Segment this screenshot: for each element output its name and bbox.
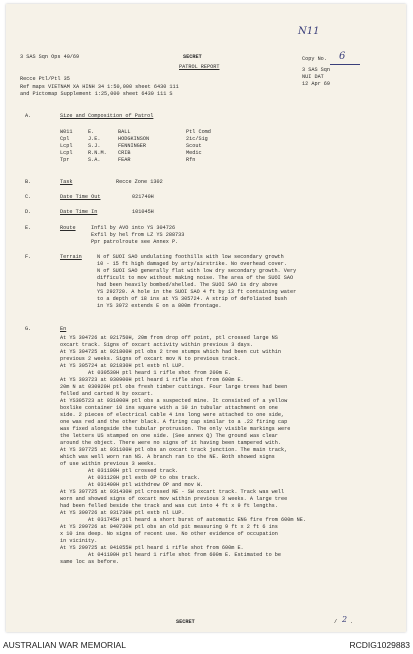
- handwritten-copy-number: 6: [339, 51, 346, 62]
- narrative-line: At YS 304725 at 021800H ptl obs 2 tree stumps which had been cut within: [60, 349, 282, 355]
- archive-record-id: RCDIG1029883: [349, 640, 410, 650]
- patrol-reference: Recce Ptl/Ptl 35: [20, 76, 70, 82]
- narrative-line: one was red and the other black. A firing cap similar to a .22 firing cap: [60, 419, 288, 425]
- report-date: 12 Apr 69: [302, 81, 331, 87]
- roster-name: BALL: [118, 129, 131, 135]
- narrative-line: At YS 300726 at 031730H ptl estb nl LUP.: [60, 510, 185, 516]
- archive-name: AUSTRALIAN WAR MEMORIAL: [3, 640, 126, 650]
- task-heading: Task: [60, 179, 73, 185]
- origin-unit: 3 SAS Sqn: [302, 67, 331, 73]
- terrain-line: difficult to mov without making noise. The area of the SUOI SAO: [97, 275, 294, 281]
- roster-initials: E.: [88, 129, 95, 135]
- narrative-line: had been felled beside the track and was cut into 4 ft x 9 ft lengths.: [60, 503, 278, 509]
- classification-bottom: SECRET: [176, 619, 195, 625]
- handwritten-page-number: 2: [342, 615, 348, 624]
- roster-rank: Cpl: [60, 136, 70, 142]
- narrative-line: worn and showed signs of oxcart mov within previous 3 weeks. A large tree: [60, 496, 288, 502]
- roster-name: CRIB: [118, 150, 131, 156]
- roster-role: Medic: [186, 150, 202, 156]
- roster-initials: J.E.: [88, 136, 101, 142]
- handwritten-n11: N11: [298, 26, 320, 37]
- route-annex: Ppr patrolroute see Annex P.: [91, 239, 179, 245]
- roster-name: HODGKINSON: [118, 136, 150, 142]
- archive-footer: [0, 636, 413, 654]
- continuation-suffix: .: [350, 619, 354, 625]
- section-g-label: G.: [25, 326, 32, 332]
- roster-initials: S.J.: [88, 143, 101, 149]
- narrative-line: was fixed alongside the tubular protrusion. The only visible markings were: [60, 426, 291, 432]
- roster-number: W011: [60, 129, 73, 135]
- document-page: [6, 4, 406, 632]
- route-infil: Infil by AVO into YS 304726: [91, 225, 176, 231]
- narrative-line: At YS305723 at 031000H ptl obs a suspected mine. It consisted of a yellow: [60, 398, 288, 404]
- section-d-label: D.: [25, 209, 32, 215]
- roster-role: 2ic/Sig: [186, 136, 208, 142]
- date-time-out-heading: Date Time Out: [60, 194, 101, 200]
- roster-name: FENNINGER: [118, 143, 147, 149]
- task-value: Recce Zone 1302: [116, 179, 163, 185]
- narrative-line: At 031100H ptl crossed track.: [60, 468, 179, 474]
- narrative-line: which was well worn ran NS. A branch ran to the NE. Both showed signs: [60, 454, 275, 460]
- section-b-label: B.: [25, 179, 32, 185]
- narrative-line: side. 2 pieces of electrical cable 4 ins long were attached to one side,: [60, 412, 285, 418]
- continuation-prefix: /: [334, 619, 338, 625]
- narrative-line: oxcart track. Signs of oxcart activity within previous 3 days.: [60, 342, 254, 348]
- narrative-line: 20m N at 030920H ptl obs fresh timber cuttings. Four large trees had been: [60, 384, 288, 390]
- roster-role: Scout: [186, 143, 202, 149]
- narrative-line: previous 2 weeks. Signs of oxcart mov N to previous track.: [60, 356, 241, 362]
- narrative-line: around the object. There were no signs of it having been tampered with.: [60, 440, 282, 446]
- route-exfil: Exfil by hel from LZ YS 288733: [91, 232, 185, 238]
- narrative-line: same loc as before.: [60, 559, 120, 565]
- narrative-line: At YS 304726 at 021750H, 20m from drop off point, ptl crossed large NS: [60, 335, 278, 341]
- narrative-line: At 031745H ptl heard a short burst of automatic ENG fire from 600m NE.: [60, 517, 306, 523]
- section-a-heading: Size and Composition of Patrol: [60, 113, 154, 119]
- terrain-line: N of SUOI SAO undulating foothills with low secondary growth: [97, 254, 284, 260]
- terrain-line: N of SUOI SAO generally flat with low dry secondary growth. Very: [97, 268, 297, 274]
- enemy-heading: En: [60, 326, 67, 332]
- roster-rank: Lcpl: [60, 143, 73, 149]
- roster-role: Rfn: [186, 157, 196, 163]
- narrative-line: At YS 299726 at 040730H ptl obs an old pit measuring 9 ft x 2 ft 6 ins: [60, 524, 278, 530]
- date-time-in-value: 101045H: [132, 209, 154, 215]
- narrative-line: At YS 307725 at 031100H ptl obs an oxcart track junction. The main track,: [60, 447, 288, 453]
- roster-initials: R.N.M.: [88, 150, 107, 156]
- origin-location: NUI DAT: [302, 74, 324, 80]
- narrative-line: At YS 303723 at 030900H ptl heard 1 rifle shot from 600m E.: [60, 377, 244, 383]
- terrain-heading: Terrain: [60, 254, 82, 260]
- terrain-line: to a depth of 18 ins at YS 305724. A strip of defoliated bush: [97, 296, 287, 302]
- narrative-line: boxlike container 10 ins square with a 10 in tubular attachment on one: [60, 405, 278, 411]
- narrative-line: At 030530H ptl heard 1 rifle shot from 200m E.: [60, 370, 232, 376]
- narrative-line: At YS 305724 at 021830H ptl estb nl LUP.: [60, 363, 185, 369]
- date-time-in-heading: Date Time In: [60, 209, 98, 215]
- roster-rank: Tpr: [60, 157, 70, 163]
- terrain-line: had been heavily bombed/shelled. The SUOI SAO is dry above: [97, 282, 278, 288]
- narrative-line: of use within previous 3 weeks.: [60, 461, 157, 467]
- roster-role: Ptl Comd: [186, 129, 211, 135]
- terrain-line: YS 292720. A hole in the SUOI SAO 4 ft by 13 ft containing water: [97, 289, 297, 295]
- roster-rank: Lcpl: [60, 150, 73, 156]
- narrative-line: At 031400H ptl withdrew OP and mov W.: [60, 482, 204, 488]
- route-heading: Route: [60, 225, 76, 231]
- section-a-label: A.: [25, 113, 32, 119]
- pictomap-reference: and Pictomap Supplement 1:25,000 sheet 6430 111 S: [20, 91, 173, 97]
- copy-number-label: Copy No.: [302, 56, 327, 62]
- section-e-label: E.: [25, 225, 32, 231]
- narrative-line: the letters US stamped on one side. (See annex Q) The ground was clear: [60, 433, 278, 439]
- narrative-line: in vicinity.: [60, 538, 98, 544]
- classification-top: SECRET: [183, 54, 202, 60]
- roster-name: FEAR: [118, 157, 131, 163]
- roster-initials: S.A.: [88, 157, 101, 163]
- terrain-line: 10 - 15 ft high damaged by arty/airstrike. No overhead cover.: [97, 261, 287, 267]
- narrative-line: At YS 307725 at 031430H ptl crossed NE - SW oxcart track. Track was well: [60, 489, 285, 495]
- narrative-line: felled and carted N by oxcart.: [60, 391, 154, 397]
- terrain-line: in YS 3072 extends E on a 800m frontage.: [97, 303, 222, 309]
- report-title: PATROL REPORT: [179, 64, 220, 70]
- unit-reference: 3 SAS Sqn Ops 40/69: [20, 54, 80, 60]
- date-time-out-value: 021740H: [132, 194, 154, 200]
- section-c-label: C.: [25, 194, 32, 200]
- section-f-label: F.: [25, 254, 32, 260]
- narrative-line: x 10 ins deep. No signs of recent use. No other evidence of occupation: [60, 531, 278, 537]
- narrative-line: At 031120H ptl estb OP to obs track.: [60, 475, 201, 481]
- narrative-line: At YS 299725 at 041055H ptl heard 1 rifle shot from 600m E.: [60, 545, 244, 551]
- narrative-line: At 041100H ptl heard 1 rifle shot from 600m E. Estimated to be: [60, 552, 282, 558]
- map-reference: Ref maps VIETNAM XA HINH 34 1:50,000 sheet 6430 111: [20, 84, 179, 90]
- copy-number-underline: [330, 64, 360, 65]
